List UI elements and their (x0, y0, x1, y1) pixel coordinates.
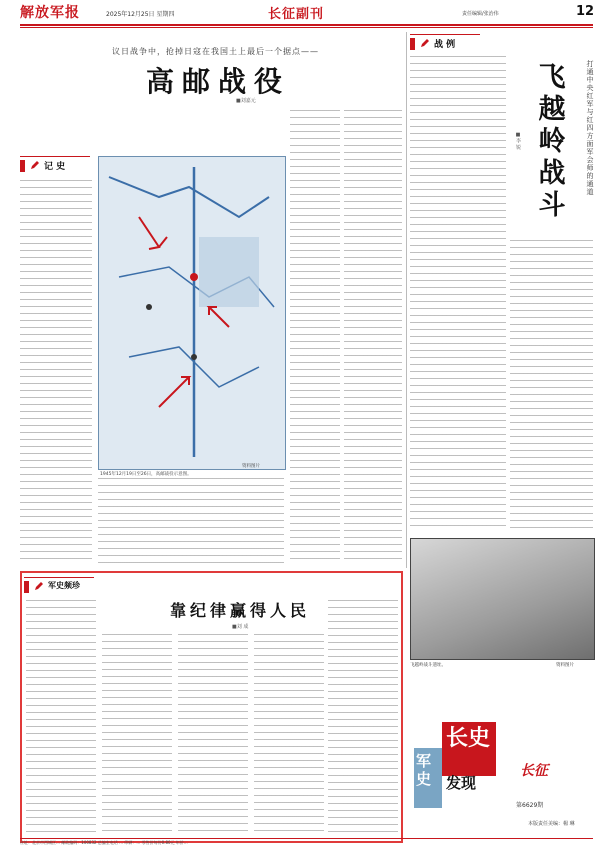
bottom-headline: 靠纪律赢得人民 (170, 601, 311, 620)
map-source: 资料图片 (242, 464, 260, 469)
mid-column-1-text (290, 110, 340, 564)
pencil-icon (419, 37, 431, 49)
section-editor: 责任编辑/张治伟 (462, 11, 499, 17)
footer-info: 社址：北京市西城区… 邮政编码：100832 总编室电话 … 印刷：… 零售价每份0.80元 年价… (20, 840, 188, 845)
pencil-icon (33, 580, 45, 592)
masthead-rule (20, 24, 593, 26)
junshi-box-title: 军史频珍 (24, 577, 94, 596)
pencil-icon (29, 159, 41, 171)
main-headline: 高邮战役 (146, 65, 291, 98)
zhanli-box-title: 战 例 (410, 34, 480, 53)
photo-source: 资料图片 (556, 663, 574, 668)
main-byline: ■刘嘉元 (236, 98, 256, 104)
column-separator (406, 32, 407, 568)
right-column-1-text (410, 56, 506, 530)
right-subtitle: 打通中央红军与红四方面军会师的通道 (586, 60, 594, 196)
page-number: 12 (576, 4, 595, 19)
right-column-2-text (510, 240, 593, 530)
bottom-column-4-text (254, 634, 324, 836)
changcheng-logo: 长征 (520, 763, 548, 779)
newspaper-logo: 解放军报 (20, 5, 80, 21)
site-photo (410, 538, 595, 660)
bottom-column-1-text (26, 600, 96, 836)
bottom-column-3-text (178, 634, 248, 836)
mid-column-2-text (344, 110, 402, 564)
right-headline: 飞越岭战斗 (538, 62, 566, 221)
masthead-rule-thin (20, 27, 593, 28)
junshi-faxian-badge: 军史 长史 发现 (410, 718, 505, 813)
bottom-column-5-text (328, 600, 398, 836)
footer-rule (20, 838, 593, 839)
right-author: ■李 锐 (515, 132, 521, 150)
photo-caption: 飞越岭战斗遗址。 (410, 663, 446, 668)
jiyi-box-title: 记 史 (20, 156, 90, 175)
map-caption: 1945年12月19日至26日，高邮战役示意图。 (100, 472, 192, 477)
bottom-column-2-text (102, 634, 172, 836)
battle-map (98, 156, 286, 470)
bottom-byline: ■刘 成 (232, 624, 249, 630)
left-column-text (20, 180, 92, 564)
below-map-text (98, 478, 284, 564)
map-illustration (99, 157, 285, 469)
section-title: 长征副刊 (268, 7, 325, 22)
main-kicker: 议日战争中，抢掉日寇在我国土上最后一个据点—— (112, 47, 319, 56)
issue-number: 第6629期 (516, 802, 544, 809)
editor-credit: 本版责任美编：楊 琳 (528, 821, 575, 827)
dateline: 2025年12月25日 星期四 (106, 11, 175, 18)
